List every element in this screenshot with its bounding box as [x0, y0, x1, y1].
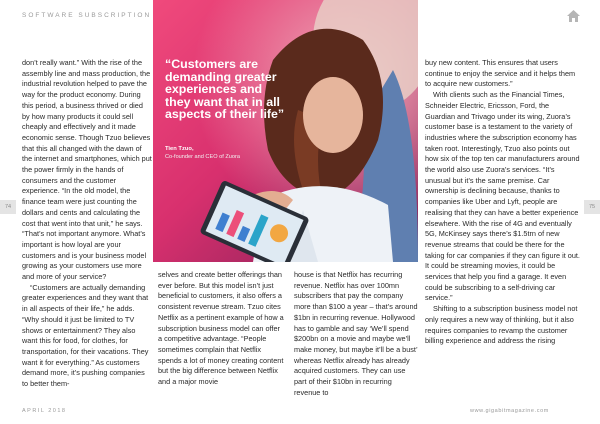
- article-column-2: [158, 270, 285, 388]
- quote-author-role: Co-founder and CEO of Zuora: [165, 153, 240, 160]
- article-column-1: [22, 58, 152, 390]
- article-column-3: [294, 270, 419, 398]
- article-column-4: [425, 58, 580, 347]
- col1-paragraph-1: don’t really want.” With the rise of the assembly line and mass production, the industrial revolution helped to pave the way for the product economy. During this period, a business thrived or died by how many products it could sell cheaply and effectively and it made economic sense. Though Tzuo believes that this all changed with the dawn of the internet and smartphones, which put the power firmly in the hands of consumers and the customer experience. “In the old model, the finance team were just counting the dollars and cents and calculating the cost that went into that unit,” he says. “That’s not important anymore. What’s important is how loyal are your customers and is your business model growing as your customers use more and more of your service?: [22, 58, 152, 282]
- hero-photo: [153, 0, 418, 262]
- footer-date: APRIL 2018: [22, 408, 67, 414]
- quote-author-name: Tien Tzuo,: [165, 146, 194, 152]
- col2-paragraph-1: selves and create better offerings than ever before. But this model isn’t just beneficial to customers, it also offers a consistent revenue stream. Tzuo cites Netflix as a pertinent example of how a subscription business model can offer a competitive advantage. “People sometimes complain that Netflix spends a lot of money creating content but the big difference between Netflix and a major movie: [158, 270, 284, 387]
- footer-url[interactable]: www.gigabitmagazine.com: [470, 408, 549, 414]
- page-number-left: 74: [0, 200, 16, 214]
- col1-paragraph-2: “Customers are actually demanding greater experiences and they want that in all aspects of their life,” he adds. “Why should it just be limited to TV shows or entertainment? They also want this for food, for clothes, for transportation, for their vacations. They want it for everything.” As customers demand more, it’s pushing companies to better them-: [22, 282, 149, 389]
- col4-paragraph-2: With clients such as the Financial Times, Schneider Electric, Ericsson, Ford, the Guardian and Trivago under its wing, Zuora’s customer base is a testament to the variety of industries where the subscription economy has taken root. Interestingly, Tzuo also points out how six of the top ten car manufacturers around the world also use Zuora’s services. “It’s unusual but it’s the same premise. Car ownership is declining because, thanks to companies like Uber and Lyft, people are realising that they can have a better experience elsewhere. With the rise of 4G and eventually 5G, McKinsey says there’s $1.5trn of new revenue streams that could be there for the taking for car companies if they can figure it out. It could be streaming movies, it could be services that help you find a garage. It even could be subscribing to a self-driving car service.”: [425, 90, 580, 303]
- home-icon[interactable]: [566, 9, 581, 23]
- pull-quote: “Customers are demanding greater experiences and they want that in all aspects of their life”: [165, 57, 285, 122]
- col3-paragraph-1: house is that Netflix has recurring revenue. Netflix has over 100mn subscribers that pay the company more than $100 a year – that’s around $1bn in recurring revenue. Hollywood has to gamble and say ‘We’ll spend $200bn on a movie and maybe we’ll make money, but maybe it’ll be a bust’ whereas Netflix already has already acquired customers. They can use part of their $10bn in recurring revenue to: [294, 270, 418, 397]
- page-number-right: 75: [584, 200, 600, 214]
- col4-paragraph-3: Shifting to a subscription business model not only requires a new way of thinking, but it also requires companies to revamp the customer billing experience and address the rising: [425, 304, 578, 346]
- col4-paragraph-1: buy new content. This ensures that users continue to enjoy the service and it helps them to acquire new customers.”: [425, 58, 576, 89]
- section-header: SOFTWARE SUBSCRIPTION: [22, 12, 152, 19]
